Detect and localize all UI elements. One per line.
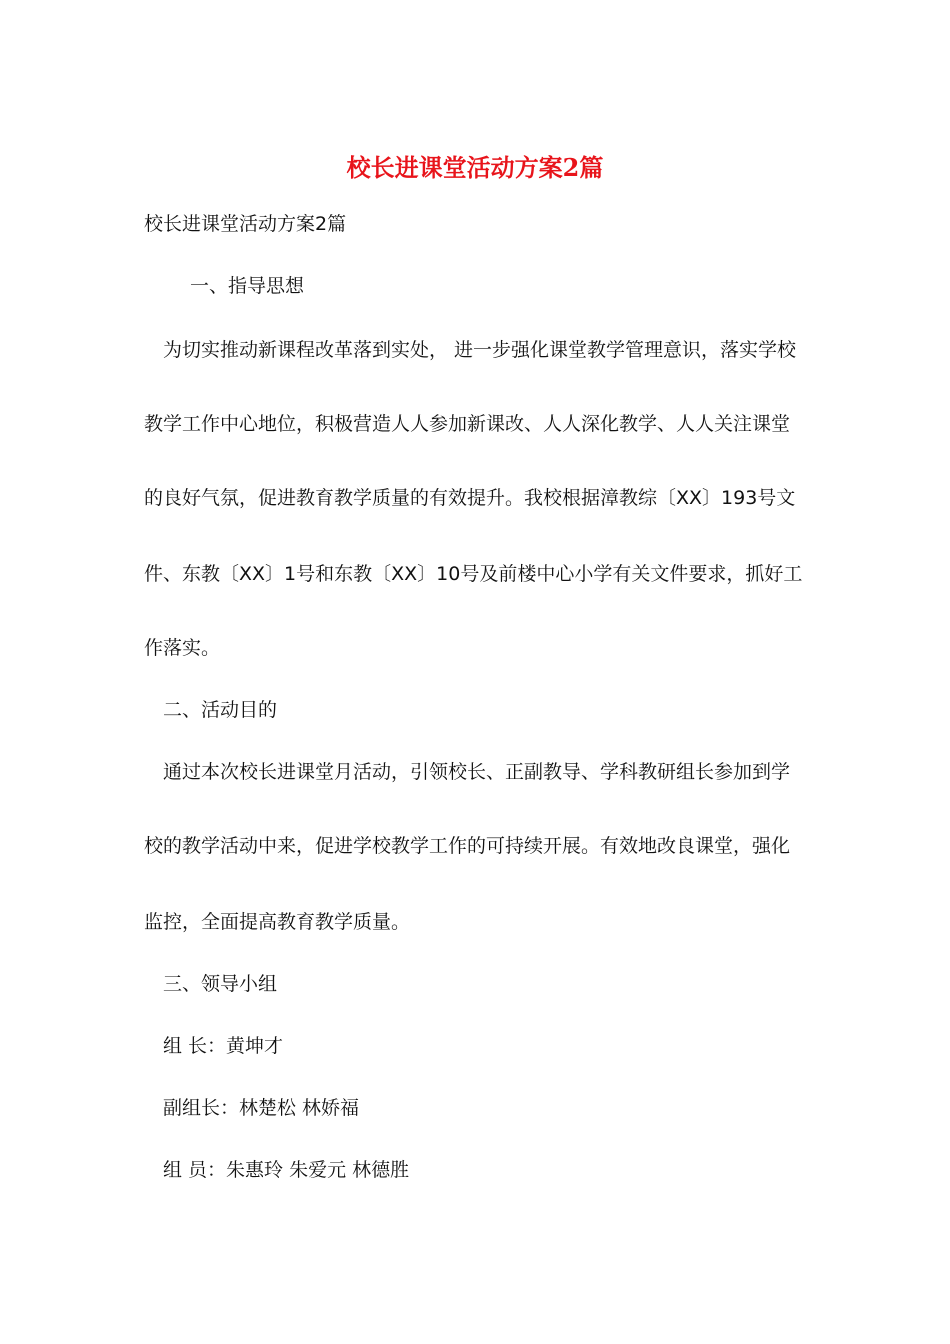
paragraph-line: 教学工作中心地位，积极营造人人参加新课改、人人深化教学、人人关注课堂 <box>144 413 791 435</box>
vice-leader-line: 副组长：林楚松 林娇福 <box>163 1097 360 1119</box>
members-line: 组 员：朱惠玲 朱爱元 林德胜 <box>163 1159 410 1181</box>
paragraph-line: 的良好气氛，促进教育教学质量的有效提升。我校根据漳教综〔XX〕193号文 <box>144 487 796 509</box>
group-leader-line: 组 长：黄坤才 <box>163 1035 284 1057</box>
paragraph-line: 通过本次校长进课堂月活动，引领校长、正副教导、学科教研组长参加到学 <box>163 761 791 783</box>
paragraph-line: 监控，全面提高教育教学质量。 <box>144 911 411 933</box>
section-heading-activity-goal: 二、活动目的 <box>163 699 278 721</box>
document-subtitle: 校长进课堂活动方案2篇 <box>144 213 347 235</box>
section-heading-guiding-idea: 一、指导思想 <box>190 275 305 297</box>
paragraph-line: 为切实推动新课程改革落到实处， 进一步强化课堂教学管理意识，落实学校 <box>163 339 797 361</box>
paragraph-line: 校的教学活动中来，促进学校教学工作的可持续开展。有效地改良课堂，强化 <box>144 835 791 857</box>
paragraph-line: 作落实。 <box>144 637 221 659</box>
paragraph-line: 件、东教〔XX〕1号和东教〔XX〕10号及前楼中心小学有关文件要求，抓好工 <box>144 563 803 585</box>
section-heading-leadership-group: 三、领导小组 <box>163 973 278 995</box>
document-title: 校长进课堂活动方案2篇 <box>346 153 604 182</box>
